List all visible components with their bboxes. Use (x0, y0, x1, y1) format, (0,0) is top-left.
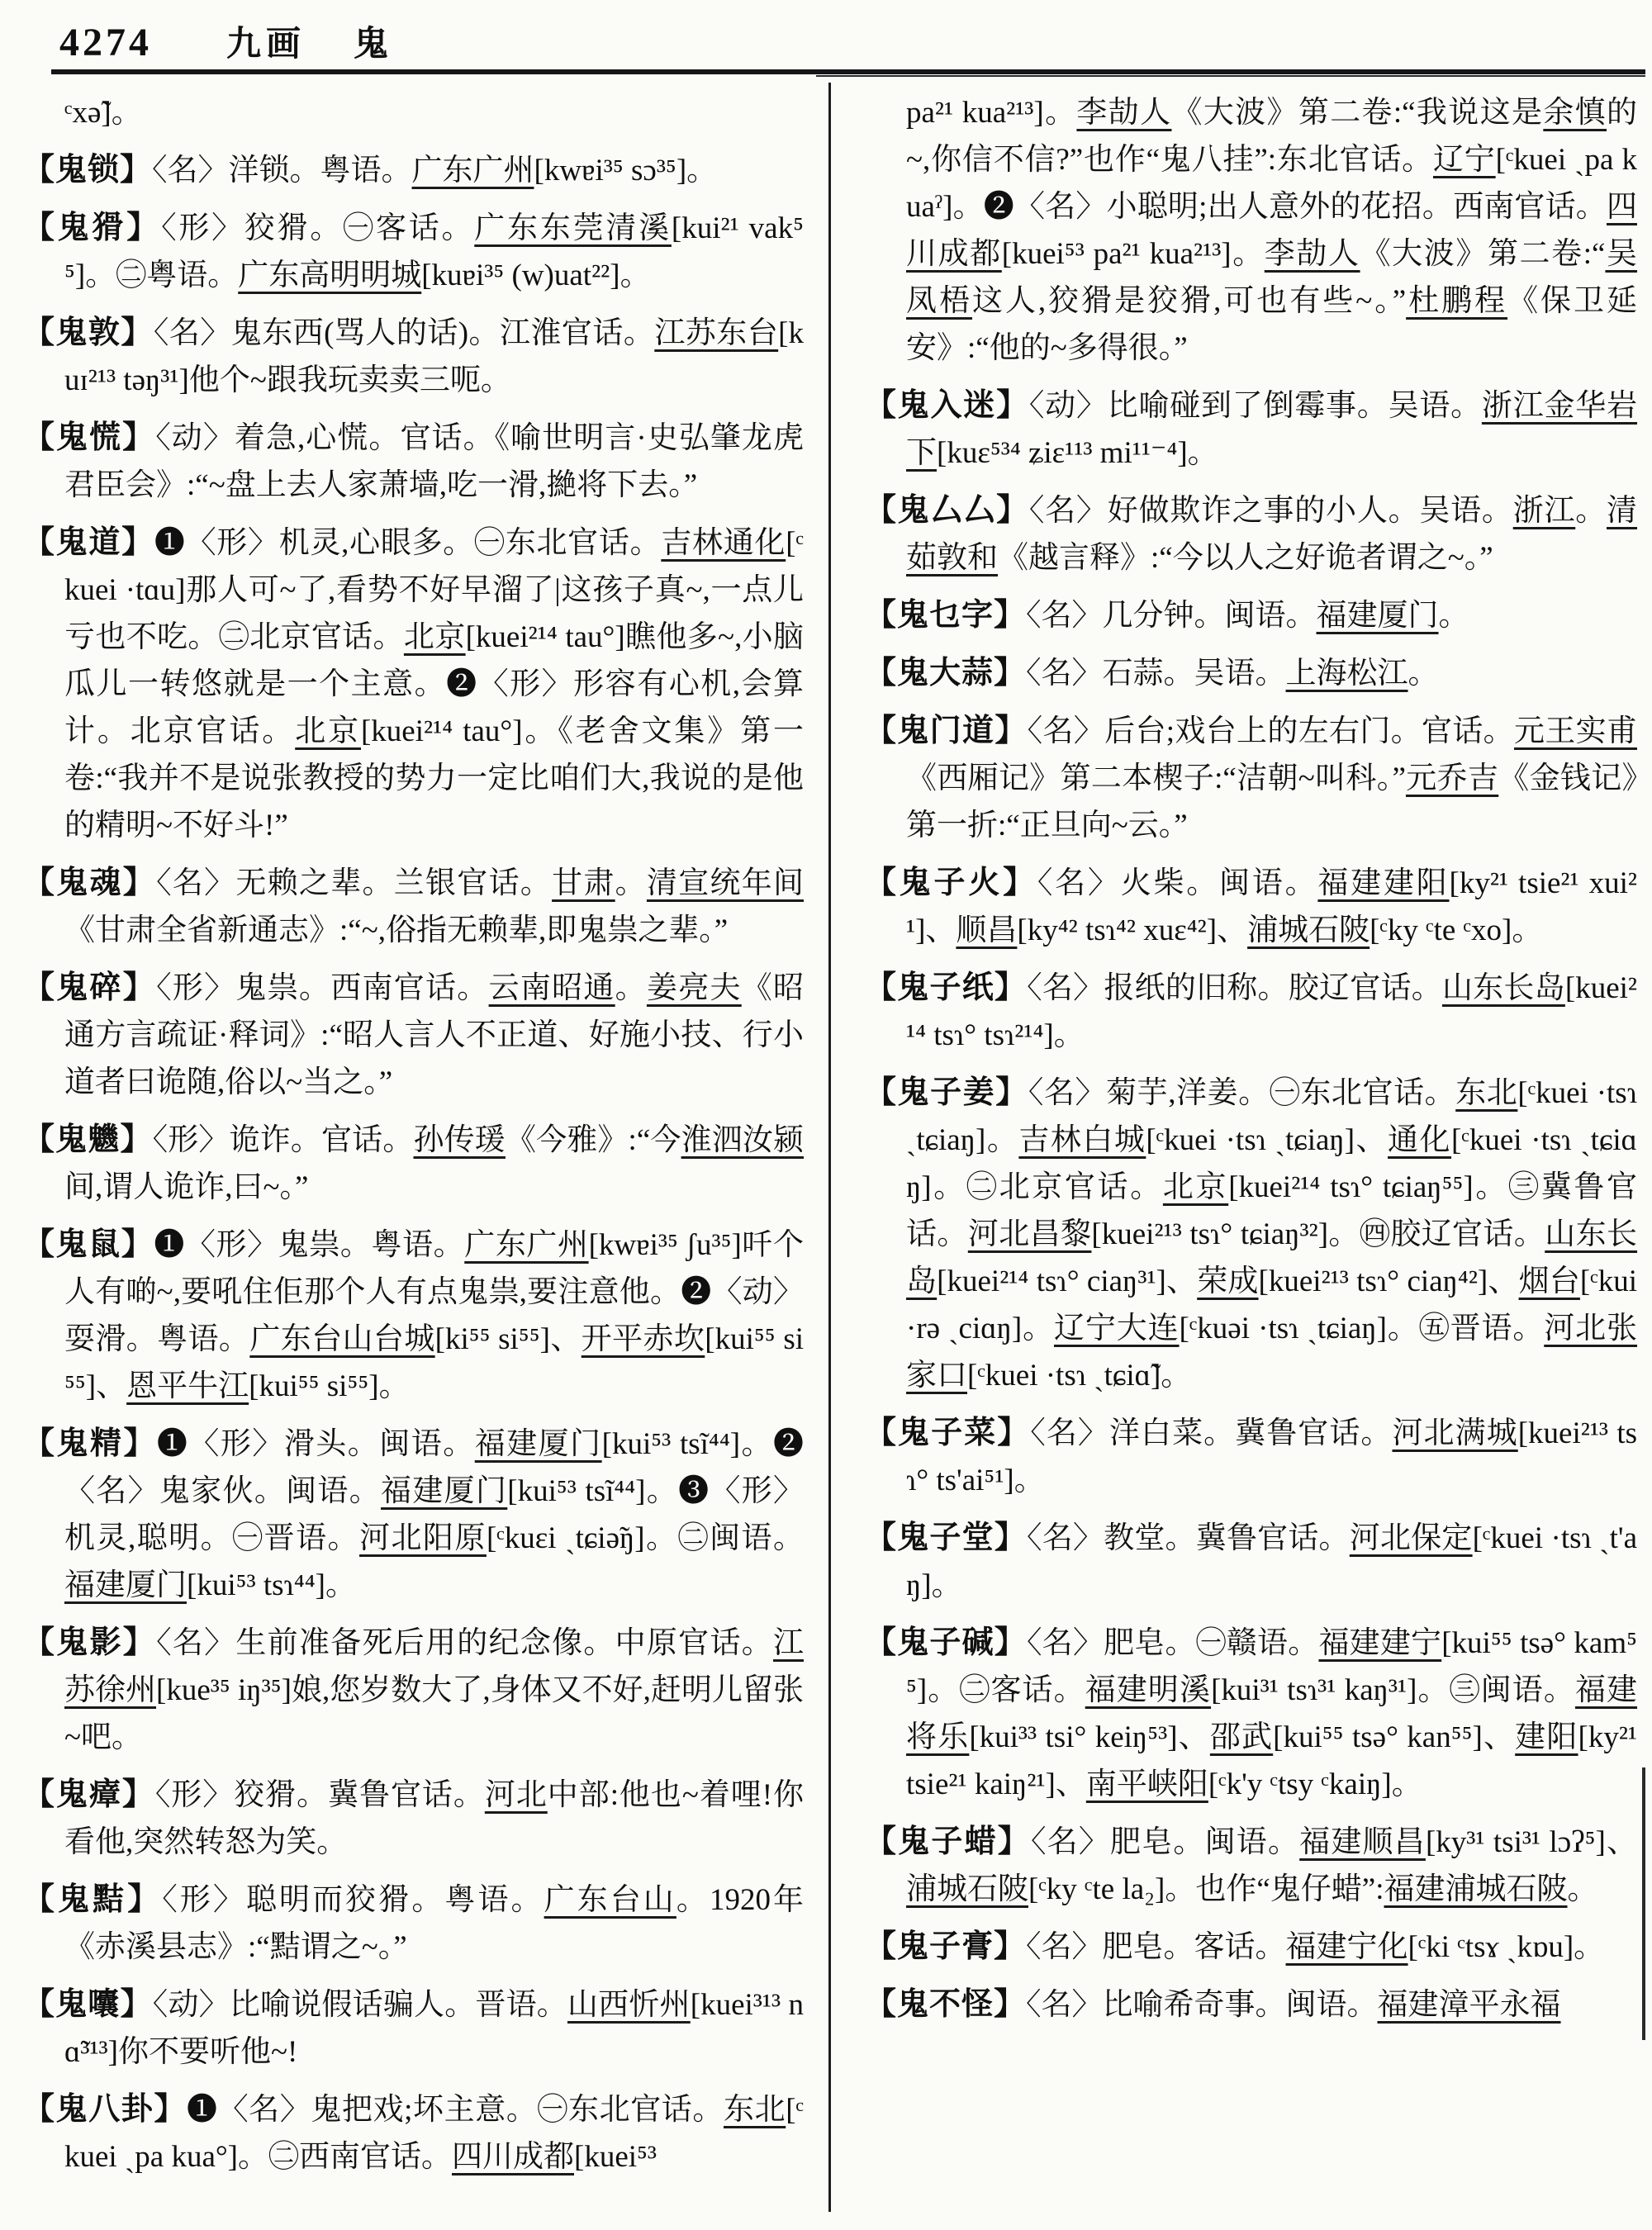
entry-text: [ᶜkuei ˎpa kuaˀ]。❷〈名〉小聪明;出人意外的花招。西南官话。 (906, 143, 1637, 224)
entry-text: [ky²¹ tsie²¹ xui²¹]、 (906, 866, 1637, 947)
entry-text: 〈名〉教堂。冀鲁官话。 (1027, 1521, 1350, 1555)
entry-text: [ᶜk'y ᶜtsy ᶜkaiŋ]。 (1208, 1767, 1422, 1801)
dict-entry (23, 205, 804, 299)
entry-text: [ᶜkuəi ·tsɿ ˎtɕiaŋ]。㊄晋语。 (1179, 1312, 1545, 1345)
entry-text: 。 (1408, 657, 1439, 690)
entry-text: [ᶜkuɛi ˎtɕiə̃ŋ]。㊁闽语。 (486, 1521, 805, 1555)
entry-text: [kuei²¹⁴ tsɿ° ciaŋ³¹]、 (937, 1264, 1198, 1298)
entry-text: 〈动〉着急,心慌。官话。《喻世明言·史弘肇龙虎君臣会》:“~盘上去人家萧墙,吃一滑,撧将下去。” (64, 421, 804, 502)
entry-text: 《大波》第二卷:“我说这是 (1171, 96, 1544, 130)
stroke-section-label: 九画 (226, 26, 306, 64)
entry-text: 《保卫延安》:“他的~多得很。” (906, 284, 1638, 365)
entry-text: [kui²¹ vak⁵⁵]。㊁粤语。 (64, 211, 805, 292)
entry-text: [kui⁵⁵ si⁵⁵]、 (64, 1322, 804, 1403)
entry-text: 〈名〉肥皂。客话。 (1026, 1930, 1286, 1964)
proper-noun: 广东高明明城 (238, 259, 422, 292)
entry-headword: 【鬼子菜】 (865, 1416, 1031, 1450)
proper-noun: 广东台山 (544, 1883, 676, 1917)
proper-noun: 北京 (403, 620, 466, 654)
entry-text: [kuei²¹⁴ tsɿ° tɕiaŋ⁵⁵]。㊂冀鲁官话。 (906, 1170, 1638, 1251)
dict-entry (865, 965, 1637, 1059)
dict-entry (23, 1117, 804, 1211)
entry-text: 〈名〉石蒜。吴语。 (1026, 657, 1286, 690)
entry-text: 〈名〉洋锁。粤语。 (152, 154, 412, 187)
entry-text: [kuei²¹⁴ tau°]。《老舍文集》第一卷:“我并不是说张教授的势力一定比咱们大,我说的是他的精明~不好斗!” (64, 714, 805, 842)
dict-entry (23, 520, 804, 849)
proper-noun: 李劼人 (1076, 96, 1172, 130)
dict-entry (865, 1819, 1637, 1913)
proper-noun: 清宣统年间 (646, 866, 805, 900)
entry-text: [kuɛ⁵³⁴ ʑiɛ¹¹³ mi¹¹⁻⁴]。 (937, 436, 1218, 470)
entry-text: 〈名〉后台;戏台上的左右门。官话。 (1027, 714, 1515, 748)
proper-noun: 南平峡阳 (1085, 1767, 1208, 1801)
entry-text: [ᶜkuei ·tɑu]那人可~了,看势不好早溜了|这孩子真~,一点儿亏也不吃。㊁北京官话。 (64, 526, 804, 654)
entry-text: [kuei²¹³ tsɿ° ciaŋ⁴²]、 (1258, 1264, 1519, 1298)
proper-noun: 余慎 (1543, 96, 1607, 130)
entry-text: [kui⁵⁵ tsə° kam⁵⁵]。㊁客话。 (906, 1626, 1638, 1707)
proper-noun: 福建建阳 (1317, 866, 1450, 900)
entry-text: [kuei⁵³ (574, 2140, 657, 2174)
entry-text: 间,谓人诡诈,曰~。” (64, 1170, 309, 1204)
page-number: 4274 (59, 21, 152, 64)
proper-noun: 杜鹏程 (1406, 284, 1508, 318)
entry-text: 中部:他也~着哩!你看他,突然转怒为笑。 (64, 1778, 805, 1859)
entry-headword: 【鬼子蜡】 (865, 1824, 1031, 1859)
proper-noun: 广东东莞清溪 (474, 211, 672, 245)
entry-text: [kuei²¹⁴ tau°]瞧他多~,小脑瓜儿一转悠就是一个主意。❷〈形〉形容有心机,会算计。北京官话。 (64, 620, 805, 748)
entry-text: 。1920年《赤溪县志》:“黠谓之~。” (64, 1883, 805, 1964)
dict-entry (865, 1924, 1637, 1971)
entry-text: [kui⁵³ tsĩ⁴⁴]。❷〈名〉鬼家伙。闽语。 (64, 1427, 805, 1508)
entry-headword: 【鬼大蒜】 (865, 656, 1027, 690)
proper-noun: 浦城石陂 (1247, 913, 1370, 947)
dict-entry (865, 487, 1637, 581)
entry-text: [kui⁵⁵ tsə° kan⁵⁵]、 (1273, 1720, 1516, 1754)
dict-entry (865, 1620, 1637, 1808)
proper-noun: 通化 (1388, 1123, 1452, 1157)
entry-text: [kwɐi³⁵ ʃu³⁵]吀个人有啲~,要吼住佢那个人有点鬼祟,要注意他。❷〈动〉耍滑。粤语。 (64, 1228, 804, 1356)
entry-text: 〈名〉生前准备死后用的纪念像。中原官话。 (156, 1626, 773, 1660)
entry-text: 《今雅》:“今 (505, 1123, 681, 1157)
entry-headword: 【鬼子火】 (865, 866, 1037, 900)
proper-noun: 广东台山台城 (249, 1322, 435, 1356)
proper-noun: 河北昌黎 (967, 1217, 1092, 1251)
proper-noun: 河北张家口 (906, 1312, 1638, 1393)
dict-entry (865, 382, 1637, 477)
proper-noun: 河北阳原 (359, 1521, 487, 1555)
proper-noun: 山西忻州 (567, 1988, 691, 2022)
entry-headword: 【鬼囔】 (23, 1987, 153, 2022)
dict-entry (23, 1981, 804, 2076)
entry-headword: 【鬼影】 (23, 1625, 157, 1660)
entry-text: [ᶜkuei ·tsɿ ˎt'aŋ]。 (906, 1521, 1637, 1602)
proper-noun: 江苏东台 (654, 316, 779, 350)
dict-entry (865, 1410, 1637, 1504)
entry-text: [ᶜkui ·rə ˎciɑŋ]。 (906, 1264, 1637, 1345)
entry-text: [ᶜkuei ·tsɿ ˎtɕiaŋ]。 (906, 1076, 1638, 1157)
entry-headword: 【鬼魕】 (23, 1122, 153, 1157)
entry-continuation (865, 89, 1637, 372)
entry-text: [kuei²¹⁴ tsɿ° tsɿ²¹⁴]。 (906, 971, 1637, 1052)
entry-text: [ky⁴² tsɿ⁴² xuɛ⁴²]、 (1017, 913, 1248, 947)
dict-entry (865, 1515, 1637, 1609)
entry-text: 〈名〉菊芋,洋姜。㊀东北官话。 (1028, 1076, 1456, 1110)
dict-entry (865, 650, 1637, 697)
entry-text: [kuei⁵³ pa²¹ kua²¹³]。 (1001, 237, 1265, 271)
entry-text: [ᶜkuei ˎpa kua°]。㊁西南官话。 (64, 2093, 804, 2174)
entry-headword: 【鬼子堂】 (865, 1521, 1028, 1555)
entry-text: 〈名〉肥皂。㊀赣语。 (1026, 1626, 1319, 1660)
proper-noun: 李劼人 (1264, 237, 1360, 271)
entry-headword: 【鬼子碱】 (865, 1625, 1027, 1660)
entry-text: [kuei³¹³ nɑ̃³¹³]你不要听他~! (64, 1988, 805, 2069)
entry-headword: 【鬼魂】 (23, 866, 157, 900)
entry-headword: 【鬼入迷】 (865, 388, 1029, 423)
entry-text: 《大波》第二卷:“ (1360, 237, 1606, 271)
proper-noun: 清茹敦和 (906, 494, 1638, 575)
proper-noun: 恩平牛江 (126, 1369, 249, 1403)
entry-text: [kuei²¹³ tsɿ° ts'ai⁵¹]。 (906, 1416, 1638, 1497)
entry-text: 〈形〉诡诈。官话。 (152, 1123, 414, 1157)
dict-entry (23, 1877, 804, 1971)
proper-noun: 荣成 (1197, 1264, 1259, 1298)
proper-noun: 北京 (295, 714, 361, 748)
proper-noun: 烟台 (1518, 1264, 1580, 1298)
entry-text: 〈名〉肥皂。闽语。 (1030, 1825, 1300, 1859)
entry-text: 〈动〉比喻说假话骗人。晋语。 (152, 1988, 567, 2022)
entry-headword: 【鬼锁】 (23, 153, 153, 187)
proper-noun: 上海松江 (1285, 657, 1408, 690)
entry-text: [ky²¹ tsie²¹ kaiŋ²¹]、 (906, 1720, 1638, 1801)
entry-text: 〈形〉狡猾。㊀客话。 (161, 211, 475, 245)
proper-noun: 孙传瑗 (413, 1123, 506, 1157)
proper-noun: 山东长岛 (1441, 971, 1565, 1005)
text-columns (23, 89, 1640, 2218)
proper-noun: 顺昌 (956, 913, 1018, 947)
entry-text: 《金钱记》第一折:“正旦向~云。” (906, 762, 1638, 842)
entry-text: [ᶜkuei ·tsɿ ˎtɕiɑ̃]。 (967, 1359, 1192, 1393)
entry-text: 〈名〉比喻希奇事。闽语。 (1026, 1988, 1378, 2022)
entry-text: 〈形〉聪明而狡猾。粤语。 (162, 1883, 544, 1917)
proper-noun: 福建宁化 (1285, 1930, 1408, 1964)
entry-headword: 【鬼敦】 (23, 316, 154, 350)
entry-headword: 【鬼厶厶】 (865, 493, 1029, 528)
dict-entry (23, 1222, 804, 1410)
entry-text: 的~,你信不信?”也作“鬼八挂”:东北官话。 (906, 96, 1638, 177)
left-column (23, 89, 832, 2218)
entry-headword: 【鬼乜字】 (865, 598, 1027, 633)
entry-headword: 【鬼门道】 (865, 714, 1028, 748)
proper-noun: 福建厦门 (474, 1427, 602, 1461)
entry-headword: 【鬼精】 (23, 1426, 157, 1461)
entry-text: 〈名〉无赖之辈。兰银官话。 (156, 866, 553, 900)
proper-noun: 开平赤坎 (581, 1322, 705, 1356)
proper-noun: 吉林通化 (661, 526, 786, 560)
entry-text: [kue³⁵ iŋ³⁵]娘,您岁数大了,身体又不好,赶明儿留张~吧。 (64, 1673, 804, 1754)
proper-noun: 河北保定 (1349, 1521, 1473, 1555)
entry-text: 〈名〉火柴。闽语。 (1037, 866, 1318, 900)
proper-noun: 福建漳平永福 (1377, 1988, 1561, 2022)
dict-entry (23, 965, 804, 1106)
dict-entry (23, 1421, 804, 1609)
dict-entry (23, 1620, 804, 1761)
entry-text: [kui⁵³ tsɿ⁴⁴]。 (187, 1568, 356, 1602)
dict-entry (23, 310, 804, 404)
entry-headword: 【鬼碎】 (23, 970, 157, 1005)
entry-text: ❶〈形〉滑头。闽语。 (156, 1427, 475, 1461)
entry-text: 。 (615, 866, 647, 900)
proper-noun: 福建将乐 (906, 1673, 1638, 1754)
proper-noun: 姜亮夫 (646, 971, 742, 1005)
entry-headword: 【鬼子姜】 (865, 1075, 1028, 1110)
entry-text: 。 (615, 971, 647, 1005)
dict-entry (23, 860, 804, 954)
entry-text: 。 (1567, 1872, 1598, 1906)
entry-text: ❶〈形〉鬼祟。粤语。 (154, 1228, 465, 1262)
page-header (59, 17, 1602, 66)
entry-headword: 【鬼不怪】 (865, 1987, 1027, 2022)
right-column (832, 89, 1640, 2218)
proper-noun: 福建顺昌 (1299, 1825, 1426, 1859)
entry-text: [kui⁵⁵ si⁵⁵]。 (249, 1369, 410, 1403)
entry-headword: 【鬼子纸】 (865, 970, 1028, 1005)
dict-entry (865, 592, 1637, 639)
entry-text: [kui⁵³ tsĩ⁴⁴]。❸〈形〉机灵,聪明。㊀晋语。 (64, 1474, 805, 1555)
entry-headword: 【鬼道】 (23, 525, 154, 560)
column-divider (828, 83, 831, 2212)
proper-noun: 河北 (484, 1778, 548, 1812)
dict-entry (865, 708, 1637, 849)
entry-text: 〈名〉报纸的旧称。胶辽官话。 (1027, 971, 1442, 1005)
entry-text: [ᶜkuei ·tsɿ ˎtɕiɑŋ]。㊁北京官话。 (906, 1123, 1637, 1204)
entry-text: 〈形〉狡猾。冀鲁官话。 (154, 1778, 485, 1812)
entry-text: [ᶜkuei ·tsɿ ˎtɕiaŋ]、 (1146, 1123, 1389, 1157)
header-rule (51, 69, 1645, 74)
entry-text: [kuei²¹³ tsɿ° tɕiaŋ³²]。㊃胶辽官话。 (1091, 1217, 1545, 1251)
entry-text: 〈动〉比喻碰到了倒霉事。吴语。 (1028, 389, 1482, 423)
dict-entry (865, 1981, 1637, 2028)
entry-text: 〈形〉鬼祟。西南官话。 (156, 971, 489, 1005)
proper-noun: 辽宁大连 (1053, 1312, 1180, 1345)
dict-entry (23, 147, 804, 194)
entry-text: [ᶜky ᶜte ᶜxo]。 (1370, 913, 1543, 947)
entry-text: ❶〈形〉机灵,心眼多。㊀东北官话。 (154, 526, 662, 560)
scan-edge-artifact (1642, 1767, 1645, 2040)
entry-text: 《越言释》:“今以人之好诡者谓之~。” (998, 541, 1493, 575)
entry-text: 〈名〉几分钟。闽语。 (1026, 599, 1317, 633)
proper-noun: 元乔吉 (1405, 762, 1499, 795)
proper-noun: 浙江金华岩下 (906, 389, 1638, 470)
proper-noun: 浙江 (1512, 494, 1576, 528)
entry-text: 。 (1575, 494, 1607, 528)
proper-noun: 四川成都 (906, 190, 1637, 271)
radical-label: 鬼 (354, 26, 389, 64)
proper-noun: 福建厦门 (381, 1474, 508, 1508)
proper-noun: 辽宁 (1432, 143, 1496, 177)
proper-noun: 江苏徐州 (64, 1626, 804, 1707)
entry-text: 〈名〉洋白菜。冀鲁官话。 (1030, 1416, 1393, 1450)
proper-noun: 山东长岛 (906, 1217, 1638, 1298)
proper-noun: 广东广州 (464, 1228, 589, 1262)
proper-noun: 河北满城 (1392, 1416, 1518, 1450)
entry-text: [ki⁵⁵ si⁵⁵]、 (434, 1322, 582, 1356)
proper-noun: 东北 (724, 2093, 786, 2127)
entry-headword: 【鬼八卦】 (23, 2092, 187, 2127)
dict-entry (865, 860, 1637, 954)
proper-noun: 甘肃 (552, 866, 615, 900)
proper-noun: 吴凤梧 (906, 237, 1638, 318)
entry-headword: 【鬼子膏】 (865, 1929, 1027, 1964)
entry-text: 《西厢记》第二本楔子:“洁朝~叫科。” (906, 762, 1406, 795)
proper-noun: 邵武 (1209, 1720, 1274, 1754)
entry-text: 〈名〉好做欺诈之事的小人。吴语。 (1028, 494, 1513, 528)
proper-noun: 四川成都 (452, 2140, 574, 2174)
proper-noun: 元王实甫 (1514, 714, 1637, 748)
entry-headword: 【鬼猾】 (23, 211, 162, 245)
entry-text: [ky³¹ tsi³¹ lɔʔ⁵]、 (1425, 1825, 1638, 1859)
proper-noun: 浦城石陂 (906, 1872, 1028, 1906)
entry-headword: 【鬼瘴】 (23, 1777, 155, 1812)
entry-text: [kuɪ²¹³ təŋ³¹]他个~跟我玩卖卖三呃。 (64, 316, 804, 397)
entry-text: 。 (1438, 599, 1469, 633)
entry-text: 〈名〉鬼东西(骂人的话)。江淮官话。 (153, 316, 655, 350)
proper-noun: 福建浦城石陂 (1384, 1872, 1568, 1906)
dict-entry (865, 1070, 1637, 1399)
proper-noun: 福建建宁 (1318, 1626, 1442, 1660)
entry-text: 《甘肃全省新通志》:“~,俗指无赖辈,即鬼祟之辈。” (64, 913, 729, 947)
entry-text: 《昭通方言疏证·释词》:“昭人言人不正道、好施小技、行小道者曰诡随,俗以~当之。” (64, 971, 805, 1099)
proper-noun: 福建厦门 (1316, 599, 1439, 633)
proper-noun: 吉林白城 (1018, 1123, 1146, 1157)
entry-text: [kwɐi³⁵ sɔ³⁵]。 (534, 154, 718, 187)
entry-text: pa²¹ kua²¹³]。 (906, 96, 1077, 130)
entry-headword: 【鬼鼠】 (23, 1227, 154, 1262)
dict-entry (23, 1772, 804, 1866)
proper-noun: 云南昭通 (488, 971, 615, 1005)
entry-headword: 【鬼黠】 (23, 1882, 163, 1917)
proper-noun: 广东广州 (411, 154, 534, 187)
entry-text: 这人,狡猾是狡猾,可也有些~。” (971, 284, 1407, 318)
entry-continuation (23, 89, 804, 136)
proper-noun: 东北 (1455, 1076, 1518, 1110)
entry-text: ᶜxə̃]。 (64, 96, 142, 130)
entry-headword: 【鬼慌】 (23, 420, 156, 455)
entry-text: [ᶜky ᶜte la₂]。也作“鬼仔蜡”: (1028, 1872, 1384, 1906)
dict-entry (23, 2086, 804, 2180)
proper-noun: 福建厦门 (64, 1568, 187, 1602)
proper-noun: 福建明溪 (1085, 1673, 1212, 1707)
dict-entry (23, 415, 804, 509)
entry-text: [kuɐi³⁵ (w)uat²²]。 (421, 259, 651, 292)
proper-noun: 淮泗汝颍 (681, 1123, 805, 1157)
entry-text: [ᶜki ᶜtsɤ ˎkɒu]。 (1408, 1930, 1605, 1964)
proper-noun: 建阳 (1515, 1720, 1578, 1754)
proper-noun: 北京 (1162, 1170, 1229, 1204)
entry-text: [kui³³ tsi° keiŋ⁵³]、 (969, 1720, 1210, 1754)
entry-text: [kui³¹ tsɿ³¹ kaŋ³¹]。㊂闽语。 (1211, 1673, 1575, 1707)
entry-text: ❶〈名〉鬼把戏;坏主意。㊀东北官话。 (186, 2093, 724, 2127)
